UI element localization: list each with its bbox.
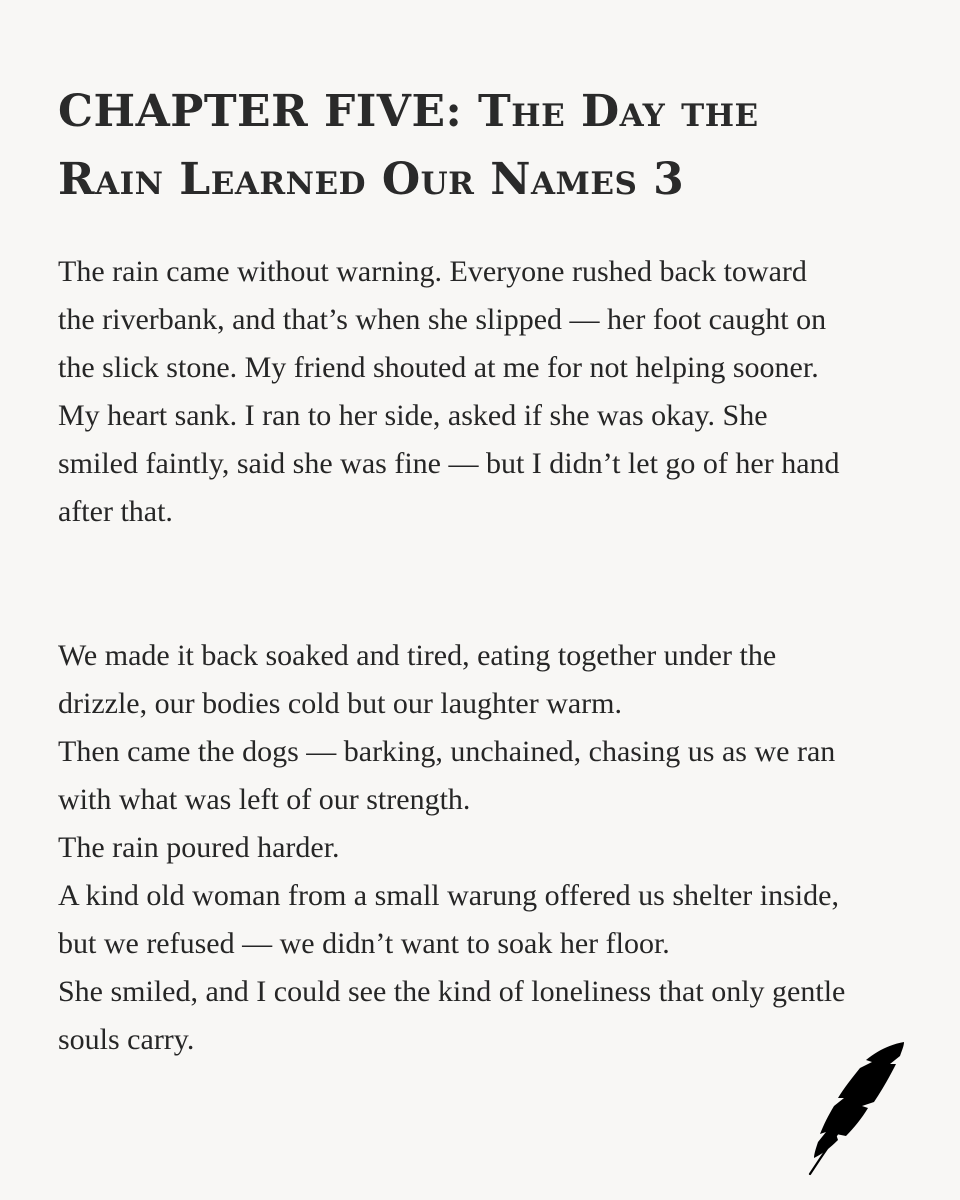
paragraph-line: We made it back soaked and tired, eating together under the drizzle, our bodies cold but our laughter warm. [58, 639, 777, 720]
feather-icon [800, 1038, 910, 1178]
paragraph-line: She smiled, and I could see the kind of loneliness that only gentle souls carry. [58, 975, 846, 1056]
paragraph-line: The rain poured harder. [58, 831, 340, 864]
paragraph-line: Then came the dogs — barking, unchained, chasing us as we ran with what was left of our strength. [58, 735, 836, 816]
paragraph-1: The rain came without warning. Everyone rushed back toward the riverbank, and that’s when she slipped — her foot caught on the slick stone. My friend shouted at me for not helping sooner. My heart sank. I ran to her side, asked if she was okay. She smiled faintly, said she was fine — but I didn’t let go of her hand after that. [58, 255, 840, 528]
story-page [58, 78, 848, 1064]
chapter-title: CHAPTER FIVE: The Day the Rain Learned Our Names 3 [58, 86, 759, 205]
paragraph-2 [58, 632, 848, 1064]
paragraph-line: A kind old woman from a small warung offered us shelter inside, but we refused — we didn’t want to soak her floor. [58, 879, 839, 960]
